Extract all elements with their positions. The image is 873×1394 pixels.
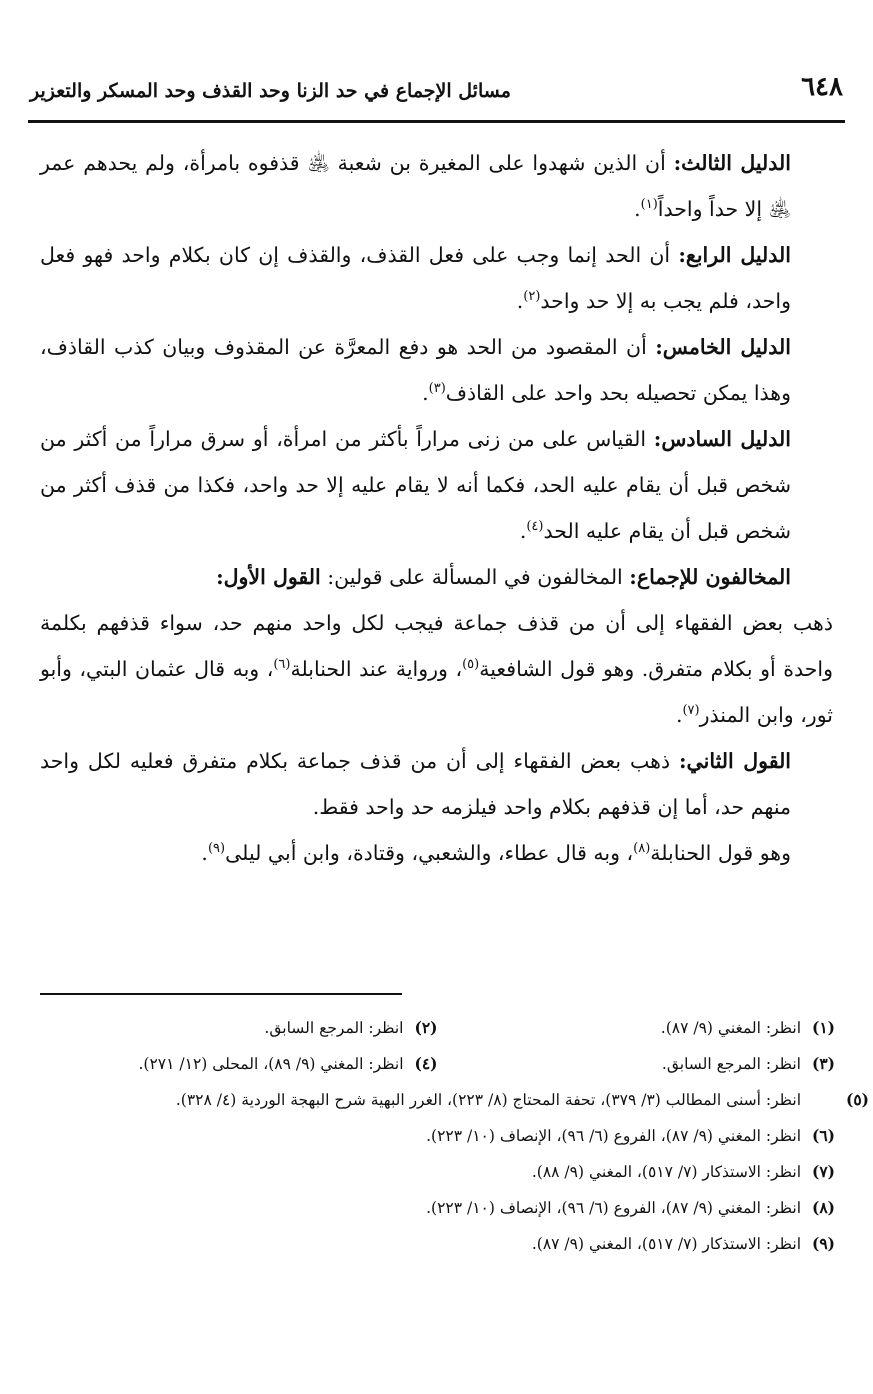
footnote-number: (٨) bbox=[811, 1198, 835, 1217]
paragraph-text: ذهب بعض الفقهاء إلى أن من قذف جماعة فيجب لكل واحد منهم حد، سواء قذفهم بكلمة واحدة أو بكلام متفرق. وهو قول الشافعية bbox=[40, 611, 833, 681]
paragraph-end: . bbox=[422, 381, 429, 405]
footnote-8 bbox=[40, 1190, 835, 1226]
footnote-ref: (٣) bbox=[428, 381, 446, 397]
paragraph-label: الدليل الخامس: bbox=[655, 335, 791, 359]
paragraph-hanbali-view bbox=[40, 830, 833, 876]
footnote-7 bbox=[40, 1154, 835, 1190]
footnote-2 bbox=[40, 1010, 438, 1046]
paragraph-label: الدليل الرابع: bbox=[678, 243, 791, 267]
paragraph-end: . bbox=[516, 289, 524, 313]
footnote-number: (٤) bbox=[414, 1054, 438, 1073]
paragraph-fifth-evidence bbox=[40, 324, 833, 416]
paragraph-end: . bbox=[634, 197, 641, 221]
footnotes bbox=[40, 1010, 869, 1262]
paragraph-text: وهو قول الحنابلة bbox=[650, 841, 791, 865]
paragraph-end: . bbox=[675, 703, 683, 727]
paragraph-label: الدليل الثالث: bbox=[673, 151, 791, 175]
paragraph-first-opinion bbox=[40, 600, 833, 738]
footnote-ref: (٥) bbox=[462, 657, 480, 673]
paragraph-text: ، ورواية عند الحنابلة bbox=[290, 657, 463, 681]
paragraph-end: . bbox=[519, 519, 527, 543]
footnote-number: (٢) bbox=[414, 1018, 438, 1037]
paragraph-text: ذهب بعض الفقهاء إلى أن من قذف جماعة بكلام متفرق فعليه لكل واحد منهم حد، أما إن قذفهم بكلام واحد فيلزمه حد واحد فقط. bbox=[40, 749, 791, 819]
paragraph-sixth-evidence bbox=[40, 416, 833, 554]
paragraph-text: أن المقصود من الحد هو دفع المعرَّة عن المقذوف وبيان كذب القاذف، وهذا يمكن تحصيله بحد واحد على القاذف bbox=[40, 335, 791, 405]
paragraph-text: ، وبه قال عثمان البتي، وأبو ثور، وابن المنذر bbox=[40, 657, 833, 727]
page-number: ٦٤٨ bbox=[801, 72, 843, 102]
footnote-number: (٥) bbox=[845, 1090, 869, 1109]
paragraph-label: القول الثاني: bbox=[678, 749, 792, 773]
paragraph-label: المخالفون للإجماع: bbox=[629, 565, 791, 589]
footnote-separator bbox=[40, 993, 402, 995]
running-title: مسائل الإجماع في حد الزنا وحد القذف وحد المسكر والتعزير bbox=[30, 80, 511, 102]
main-text bbox=[40, 140, 833, 876]
footnote-ref: (١) bbox=[640, 197, 658, 213]
footnote-text: انظر: المغني (٩/ ٨٧)، الفروع (٦/ ٩٦)، الإنصاف (١٠/ ٢٢٣). bbox=[426, 1127, 801, 1145]
paragraph-label: الدليل السادس: bbox=[653, 427, 791, 451]
footnote-number: (١) bbox=[811, 1018, 835, 1037]
footnote-text: انظر: المغني (٩/ ٨٩)، المحلى (١٢/ ٢٧١). bbox=[138, 1055, 404, 1073]
footnote-1 bbox=[438, 1010, 836, 1046]
paragraph-label-first-opinion: القول الأول: bbox=[216, 565, 321, 589]
footnote-ref: (٦) bbox=[273, 657, 291, 673]
footnote-number: (٩) bbox=[811, 1234, 835, 1253]
paragraph-text: أن الذين شهدوا على المغيرة بن شعبة ﵁ قذفوه بامرأة، ولم يحدهم عمر ﵁ إلا حداً واحداً bbox=[40, 151, 791, 221]
footnote-text: انظر: المرجع السابق. bbox=[661, 1055, 801, 1073]
paragraph-text: ، وبه قال عطاء، والشعبي، وقتادة، وابن أبي ليلى bbox=[225, 841, 634, 865]
footnote-text: انظر: الاستذكار (٧/ ٥١٧)، المغني (٩/ ٨٧). bbox=[531, 1235, 801, 1253]
paragraph-text: المخالفون في المسألة على قولين: bbox=[320, 565, 630, 589]
footnote-row bbox=[40, 1010, 835, 1046]
paragraph-second-opinion bbox=[40, 738, 833, 830]
footnote-5 bbox=[40, 1082, 869, 1118]
paragraph-text: أن الحد إنما وجب على فعل القذف، والقذف إن كان بكلام واحد فهو فعل واحد، فلم يجب به إلا حد واحد bbox=[40, 243, 791, 313]
footnote-ref: (٧) bbox=[682, 703, 700, 719]
paragraph-third-evidence bbox=[40, 140, 833, 232]
footnote-ref: (٤) bbox=[526, 519, 544, 535]
footnote-number: (٧) bbox=[811, 1162, 835, 1181]
footnote-text: انظر: الاستذكار (٧/ ٥١٧)، المغني (٩/ ٨٨). bbox=[531, 1163, 801, 1181]
footnote-ref: (٨) bbox=[633, 841, 651, 857]
paragraph-fourth-evidence bbox=[40, 232, 833, 324]
paragraph-end: . bbox=[201, 841, 208, 865]
footnote-ref: (٩) bbox=[207, 841, 226, 857]
footnote-number: (٣) bbox=[811, 1054, 835, 1073]
footnote-text: انظر: المغني (٩/ ٨٧)، الفروع (٦/ ٩٦)، الإنصاف (١٠/ ٢٢٣). bbox=[426, 1199, 801, 1217]
paragraph-text: القياس على من زنى مراراً بأكثر من امرأة، أو سرق مراراً من أكثر من شخص قبل أن يقام عليه الحد، فكما أنه لا يقام عليه إلا حد واحد، فكذا من قذف أكثر من شخص قبل أن يقام عليه الحد bbox=[40, 427, 791, 543]
footnote-text: انظر: أسنى المطالب (٣/ ٣٧٩)، تحفة المحتاج (٨/ ٢٢٣)، الغرر البهية شرح البهجة الوردية (٤/ ٣٢٨). bbox=[175, 1091, 801, 1109]
footnote-number: (٦) bbox=[811, 1126, 835, 1145]
footnote-text: انظر: المغني (٩/ ٨٧). bbox=[660, 1019, 801, 1037]
footnote-9 bbox=[40, 1226, 835, 1262]
header-rule bbox=[28, 120, 845, 123]
footnote-3 bbox=[438, 1046, 836, 1082]
footnote-6 bbox=[40, 1118, 835, 1154]
footnote-row bbox=[40, 1046, 835, 1082]
footnote-4 bbox=[40, 1046, 438, 1082]
paragraph-dissenters bbox=[40, 554, 833, 600]
page-header bbox=[30, 72, 843, 116]
footnote-text: انظر: المرجع السابق. bbox=[264, 1019, 404, 1037]
footnote-ref: (٢) bbox=[523, 289, 541, 305]
